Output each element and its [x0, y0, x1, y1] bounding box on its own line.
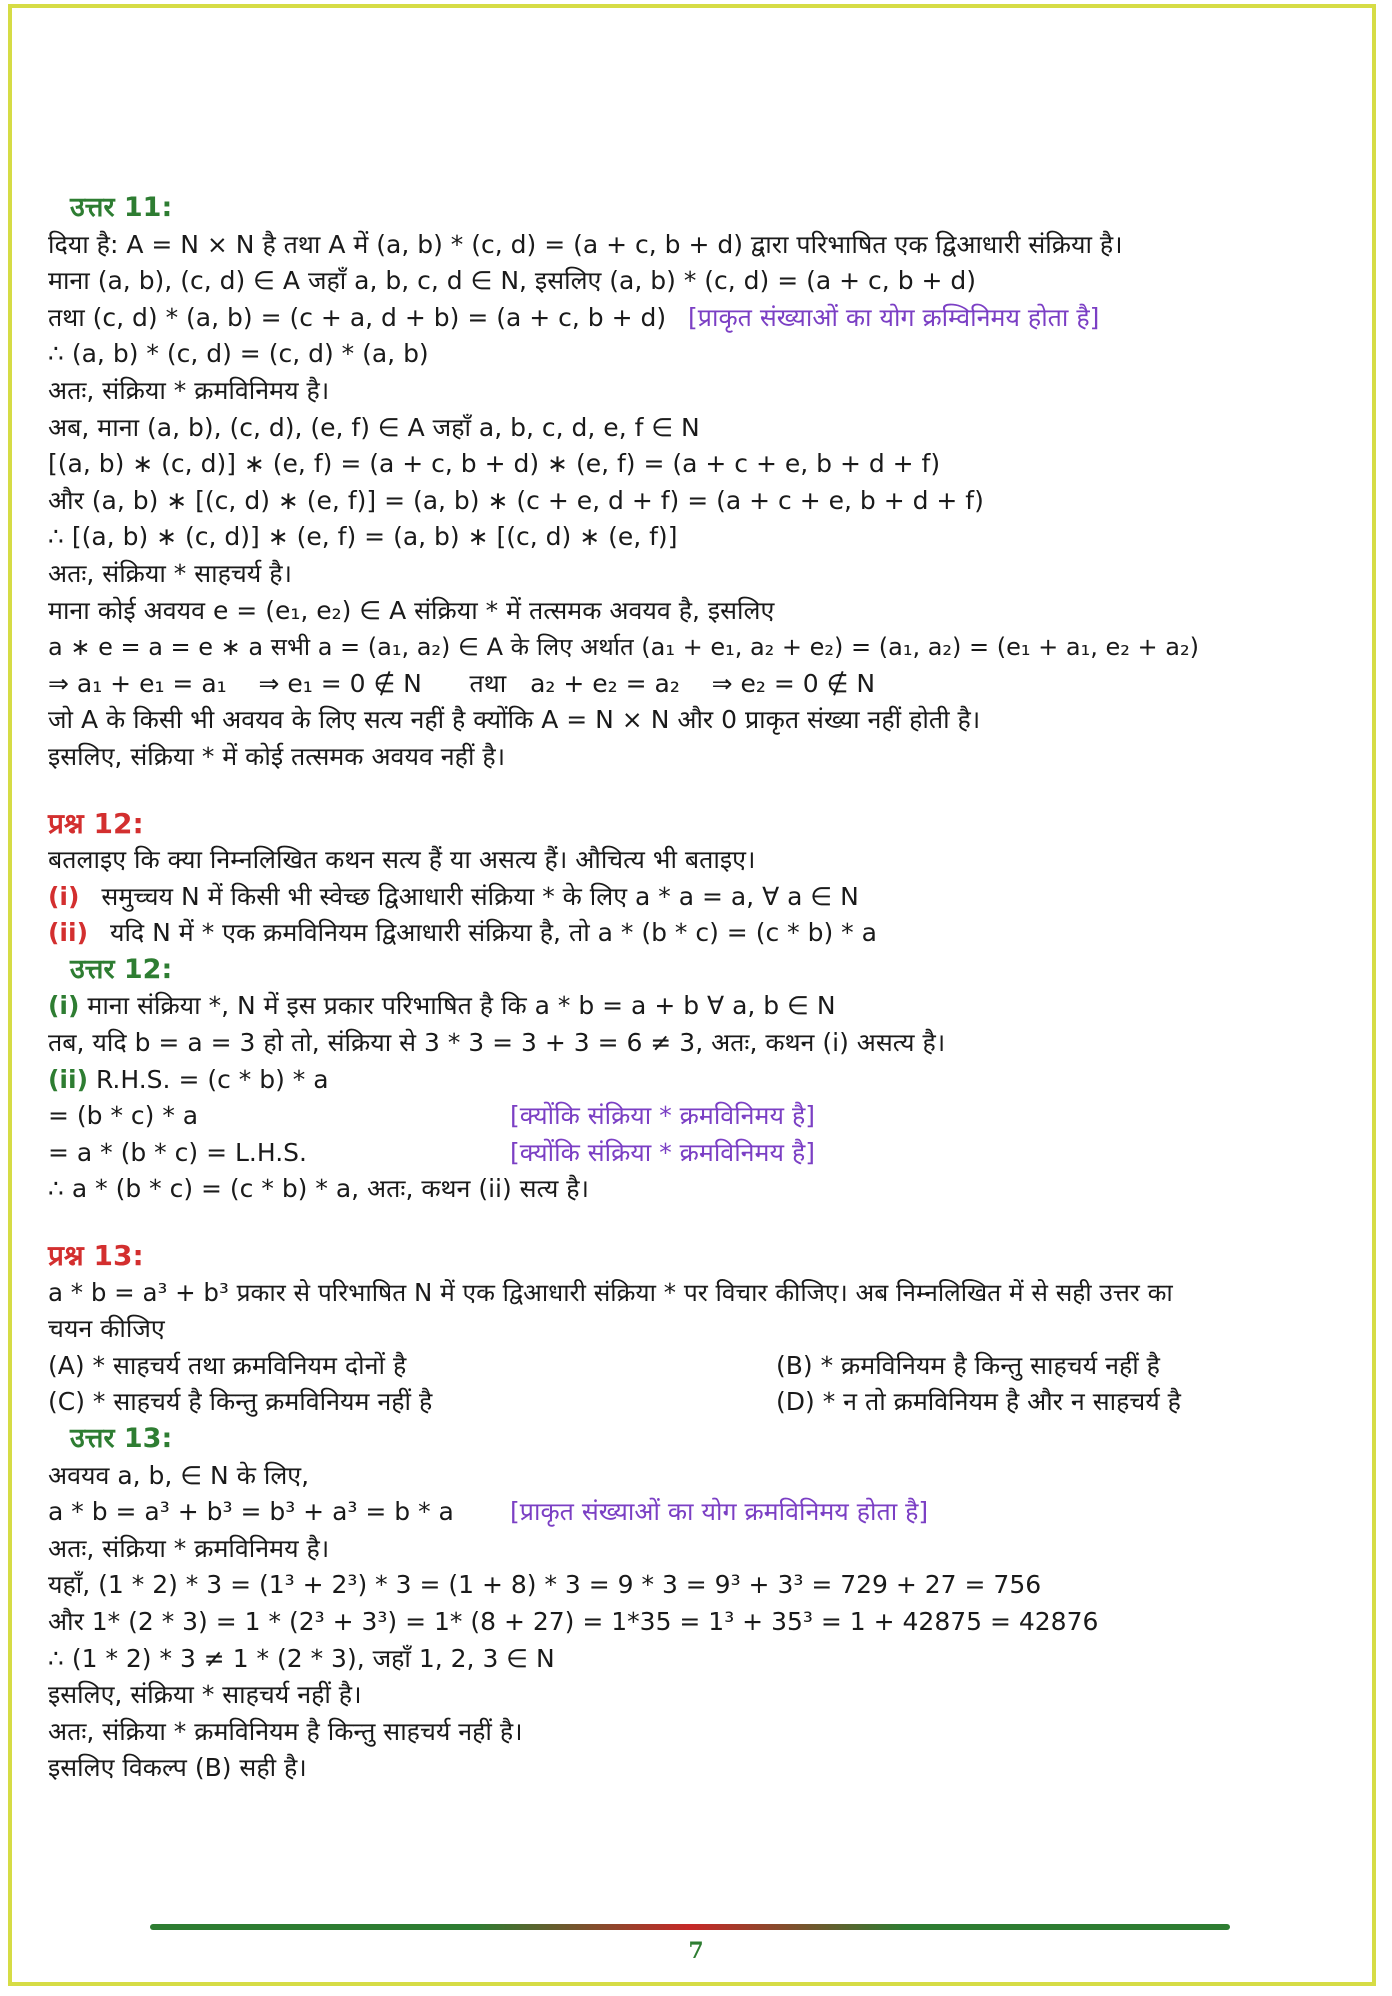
q13-ans-8: अतः, संक्रिया * क्रमविनियम है किन्तु साहचर्य नहीं है। — [48, 1716, 523, 1746]
q12-part-ii-label: (ii) — [48, 918, 88, 948]
q13-ans-2: a * b = a³ + b³ = b³ + a³ = b * a — [48, 1497, 454, 1527]
q12-ans-2: तब, यदि b = a = 3 हो तो, संक्रिया से 3 * 3 = 3 + 3 = 6 ≠ 3, अतः, कथन (i) असत्य है। — [48, 1028, 946, 1058]
q11-line-15: इसलिए, संक्रिया * में कोई तत्समक अवयव नहीं है। — [48, 741, 506, 771]
q13-ans-5: और 1* (2 * 3) = 1 * (2³ + 3³) = 1* (8 + 27) = 1*35 = 1³ + 35³ = 1 + 42875 = 42876 — [48, 1606, 1099, 1636]
q12-ans-4-row — [48, 1098, 1348, 1135]
q13-ans-3: अतः, संक्रिया * क्रमविनिमय है। — [48, 1533, 330, 1563]
page-number: 7 — [688, 1938, 704, 1964]
q11-line-9: ∴ [(a, b) ∗ (c, d)] ∗ (e, f) = (a, b) ∗ [(c, d) ∗ (e, f)] — [48, 522, 678, 552]
q11-line-11: माना कोई अवयव e = (e₁, e₂) ∈ A संक्रिया * में तत्समक अवयव है, इसलिए — [48, 595, 775, 625]
q13-ans-6: ∴ (1 * 2) * 3 ≠ 1 * (2 * 3), जहाँ 1, 2, 3 ∈ N — [48, 1643, 555, 1673]
page-content — [48, 190, 1348, 1787]
q13-question-line-1: a * b = a³ + b³ प्रकार से परिभाषित N में एक द्विआधारी संक्रिया * पर विचार कीजिए। अब निम्नलिखित में से सही उत्तर का — [48, 1277, 1173, 1307]
q11-line-14: जो A के किसी भी अवयव के लिए सत्य नहीं है क्योंकि A = N × N और 0 प्राकृत संख्या नहीं होती है। — [48, 705, 981, 735]
q11-line-3: तथा (c, d) * (a, b) = (c + a, d + b) = (a + c, b + d) — [48, 302, 667, 332]
q12-part-ii — [48, 915, 1348, 952]
q11-line-4: ∴ (a, b) * (c, d) = (c, d) * (a, b) — [48, 339, 429, 369]
q12-ans-3 — [48, 1062, 1348, 1099]
q12-ans-1-label: (i) — [48, 991, 80, 1021]
q13-ans-1: अवयव a, b, ∈ N के लिए, — [48, 1460, 310, 1490]
q11-line-8: और (a, b) ∗ [(c, d) ∗ (e, f)] = (a, b) ∗ (c + e, d + f) = (a + c + e, b + d + f) — [48, 485, 984, 515]
q13-options-row-2 — [48, 1384, 1348, 1421]
footer-divider — [150, 1924, 1230, 1930]
q11-line-6: अब, माना (a, b), (c, d), (e, f) ∈ A जहाँ a, b, c, d, e, f ∈ N — [48, 412, 700, 442]
question-12-heading: प्रश्न 12: — [48, 806, 144, 840]
q12-ans-3-label: (ii) — [48, 1064, 88, 1094]
answer-13-heading: उत्तर 13: — [70, 1423, 173, 1454]
q13-option-d: (D) * न तो क्रमविनियम है और न साहचर्य है — [776, 1387, 1181, 1417]
q12-ans-1 — [48, 988, 1348, 1025]
q12-part-i — [48, 879, 1348, 916]
answer-12-heading: उत्तर 12: — [70, 953, 173, 985]
question-13-heading: प्रश्न 13: — [48, 1239, 144, 1273]
q11-note: [प्राकृत संख्याओं का योग क्रम्विनिमय होता है] — [688, 302, 1100, 332]
q12-ans-1-text: माना संक्रिया *, N में इस प्रकार परिभाषित है कि a * b = a + b ∀ a, b ∈ N — [79, 991, 836, 1021]
q12-note-2: [क्योंकि संक्रिया * क्रमविनिमय है] — [510, 1137, 815, 1167]
q13-ans-7: इसलिए, संक्रिया * साहचर्य नहीं है। — [48, 1680, 362, 1710]
q12-ans-5: = a * (b * c) = L.H.S. — [48, 1137, 307, 1167]
q13-ans-9: इसलिए विकल्प (B) सही है। — [48, 1753, 307, 1783]
q12-ans-6: ∴ a * (b * c) = (c * b) * a, अतः, कथन (ii) सत्य है। — [48, 1174, 590, 1204]
q12-question: बतलाइए कि क्या निम्नलिखित कथन सत्य हैं या असत्य हैं। औचित्य भी बताइए। — [48, 845, 756, 875]
q13-note: [प्राकृत संख्याओं का योग क्रमविनिमय होता है] — [510, 1497, 929, 1527]
q11-line-12: a ∗ e = a = e ∗ a सभी a = (a₁, a₂) ∈ A के लिए अर्थात (a₁ + e₁, a₂ + e₂) = (a₁, a₂) = (e₁ + a₁, e₂ + a₂) — [48, 633, 1199, 662]
q12-part-i-label: (i) — [48, 881, 80, 911]
q12-ans-5-row — [48, 1135, 1348, 1172]
q13-option-b: (B) * क्रमविनियम है किन्तु साहचर्य नहीं है — [776, 1350, 1160, 1380]
q11-line-1: दिया है: A = N × N है तथा A में (a, b) * (c, d) = (a + c, b + d) द्वारा परिभाषित एक द्विआधारी संक्रिया है। — [48, 229, 1123, 259]
q13-ans-4: यहाँ, (1 * 2) * 3 = (1³ + 2³) * 3 = (1 + 8) * 3 = 9 * 3 = 9³ + 3³ = 729 + 27 = 756 — [48, 1570, 1042, 1600]
q12-ans-4: = (b * c) * a — [48, 1101, 199, 1131]
q11-line-10: अतः, संक्रिया * साहचर्य है। — [48, 558, 292, 588]
q12-ans-3-text: R.H.S. = (c * b) * a — [88, 1064, 329, 1094]
q13-question-line-2: चयन कीजिए — [48, 1314, 165, 1344]
q11-line-7: [(a, b) ∗ (c, d)] ∗ (e, f) = (a + c, b + d) ∗ (e, f) = (a + c + e, b + d + f) — [48, 449, 941, 479]
q12-note-1: [क्योंकि संक्रिया * क्रमविनिमय है] — [510, 1101, 815, 1131]
q12-part-i-text: समुच्चय N में किसी भी स्वेच्छ द्विआधारी संक्रिया * के लिए a * a = a, ∀ a ∈ N — [101, 881, 859, 911]
q13-ans-2-row — [48, 1494, 1348, 1531]
q12-part-ii-text: यदि N में * एक क्रमविनियम द्विआधारी संक्रिया है, तो a * (b * c) = (c * b) * a — [109, 918, 877, 948]
q13-option-c: (C) * साहचर्य है किन्तु क्रमविनियम नहीं है — [48, 1387, 433, 1417]
q13-option-a: (A) * साहचर्य तथा क्रमविनियम दोनों है — [48, 1350, 407, 1380]
q11-line-3-row — [48, 300, 1348, 337]
q11-line-5: अतः, संक्रिया * क्रमविनिमय है। — [48, 375, 330, 405]
q13-options-row-1 — [48, 1348, 1348, 1385]
q11-line-13: ⇒ a₁ + e₁ = a₁ ⇒ e₁ = 0 ∉ N तथा a₂ + e₂ = a₂ ⇒ e₂ = 0 ∉ N — [48, 668, 876, 698]
q11-line-2: माना (a, b), (c, d) ∈ A जहाँ a, b, c, d ∈ N, इसलिए (a, b) * (c, d) = (a + c, b + d) — [48, 266, 977, 296]
answer-11-heading: उत्तर 11: — [70, 192, 173, 223]
